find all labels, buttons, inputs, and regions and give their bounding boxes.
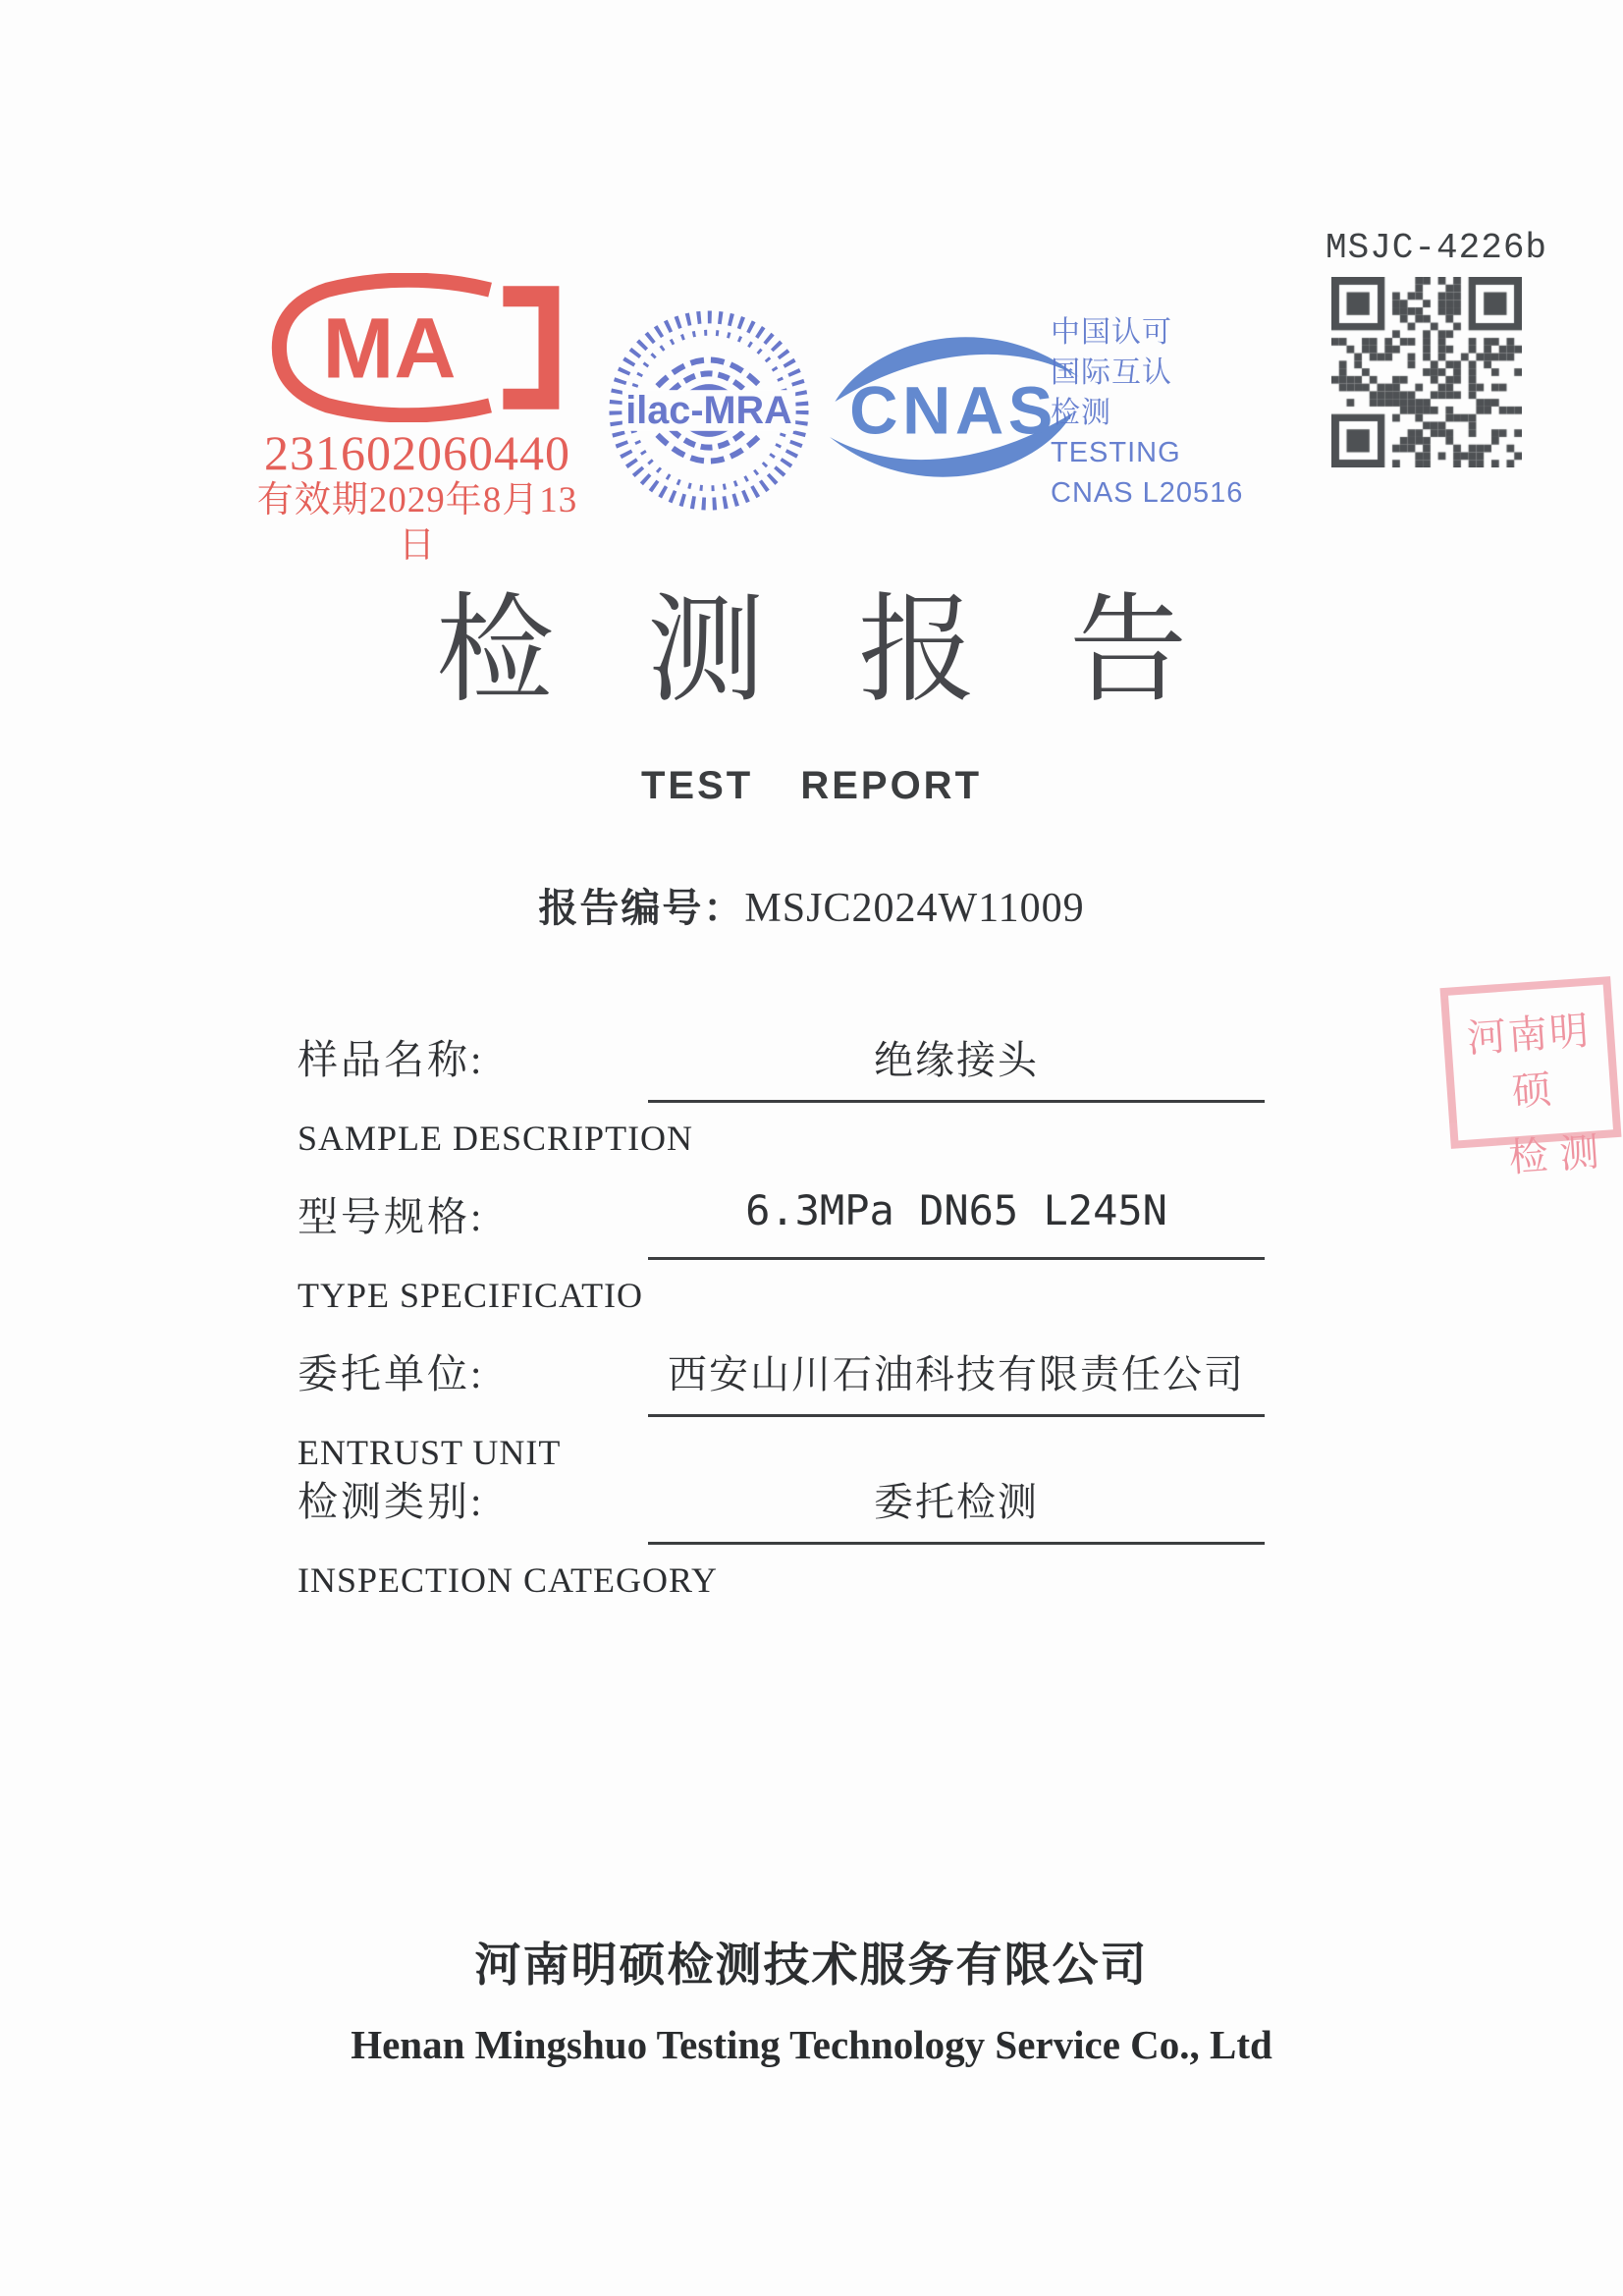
cnas-icon [821,318,1086,495]
issuing-company-cn: 河南明硕检测技术服务有限公司 [474,1939,1149,1991]
field-value: 西安山川石油科技有限责任公司 [668,1352,1245,1396]
field-value: 委托检测 [874,1480,1039,1524]
cma-stamp [245,273,589,569]
issuing-company-en: Henan Mingshuo Testing Technology Service Co., Ltd [351,2022,1272,2067]
field-label-en: SAMPLE DESCRIPTION [298,1119,694,1158]
ilac-mra-stamp [607,308,811,518]
document-code: MSJC-4226b [1325,228,1548,268]
ilac-mra-label: ilac-MRA [625,388,792,432]
cnas-side-line: 国际互认 [1051,356,1172,389]
cma-certificate-number: 231602060440 [264,425,570,480]
field-underline [648,1542,1265,1545]
cma-letters: MA [322,300,457,397]
cnas-side-line: TESTING [1051,437,1181,468]
cnas-side-line: 检测 [1051,397,1111,429]
report-number-value: MSJC2024W11009 [744,886,1085,931]
cnas-side-text [1051,312,1243,514]
qr-code [1331,277,1522,467]
field-value: 6.3MPa DN65 L245N [745,1186,1167,1234]
field-value: 绝缘接头 [874,1038,1039,1082]
field-row-inspection-category [298,1469,1289,1616]
ilac-mra-icon [607,308,811,513]
cnas-label: CNAS [849,373,1057,449]
cma-validity-date: 有效期2029年8月13日 [256,480,578,566]
company-seal-line2: 检测 [1507,1128,1613,1180]
cnas-stamp [821,318,1086,500]
page-title-english: TEST REPORT [640,764,983,807]
cma-c-glyph [503,286,559,409]
field-label-en: INSPECTION CATEGORY [298,1560,719,1600]
field-underline [648,1100,1265,1103]
cnas-side-line: CNAS L20516 [1051,477,1244,509]
field-row-type-spec [298,1184,1289,1332]
cma-logo-icon [260,273,574,422]
field-underline [648,1257,1265,1260]
field-label-cn: 样品名称: [298,1037,485,1082]
field-label-en: TYPE SPECIFICATIO [298,1276,644,1315]
field-underline [648,1414,1265,1417]
company-seal-line1: 河南明硕 [1465,1008,1593,1115]
report-number-line [0,877,1623,933]
page-title: 检测报告 [436,585,1280,716]
field-label-cn: 检测类别: [298,1479,485,1524]
company-seal-stamp [1439,976,1621,1180]
field-row-sample-name [298,1027,1289,1175]
field-label-cn: 型号规格: [298,1194,485,1239]
field-row-entrust-unit [298,1341,1289,1489]
field-label-en: ENTRUST UNIT [298,1433,562,1472]
field-label-cn: 委托单位: [298,1351,485,1396]
cnas-side-line: 中国认可 [1051,316,1172,349]
report-number-label: 报告编号： [538,887,745,930]
